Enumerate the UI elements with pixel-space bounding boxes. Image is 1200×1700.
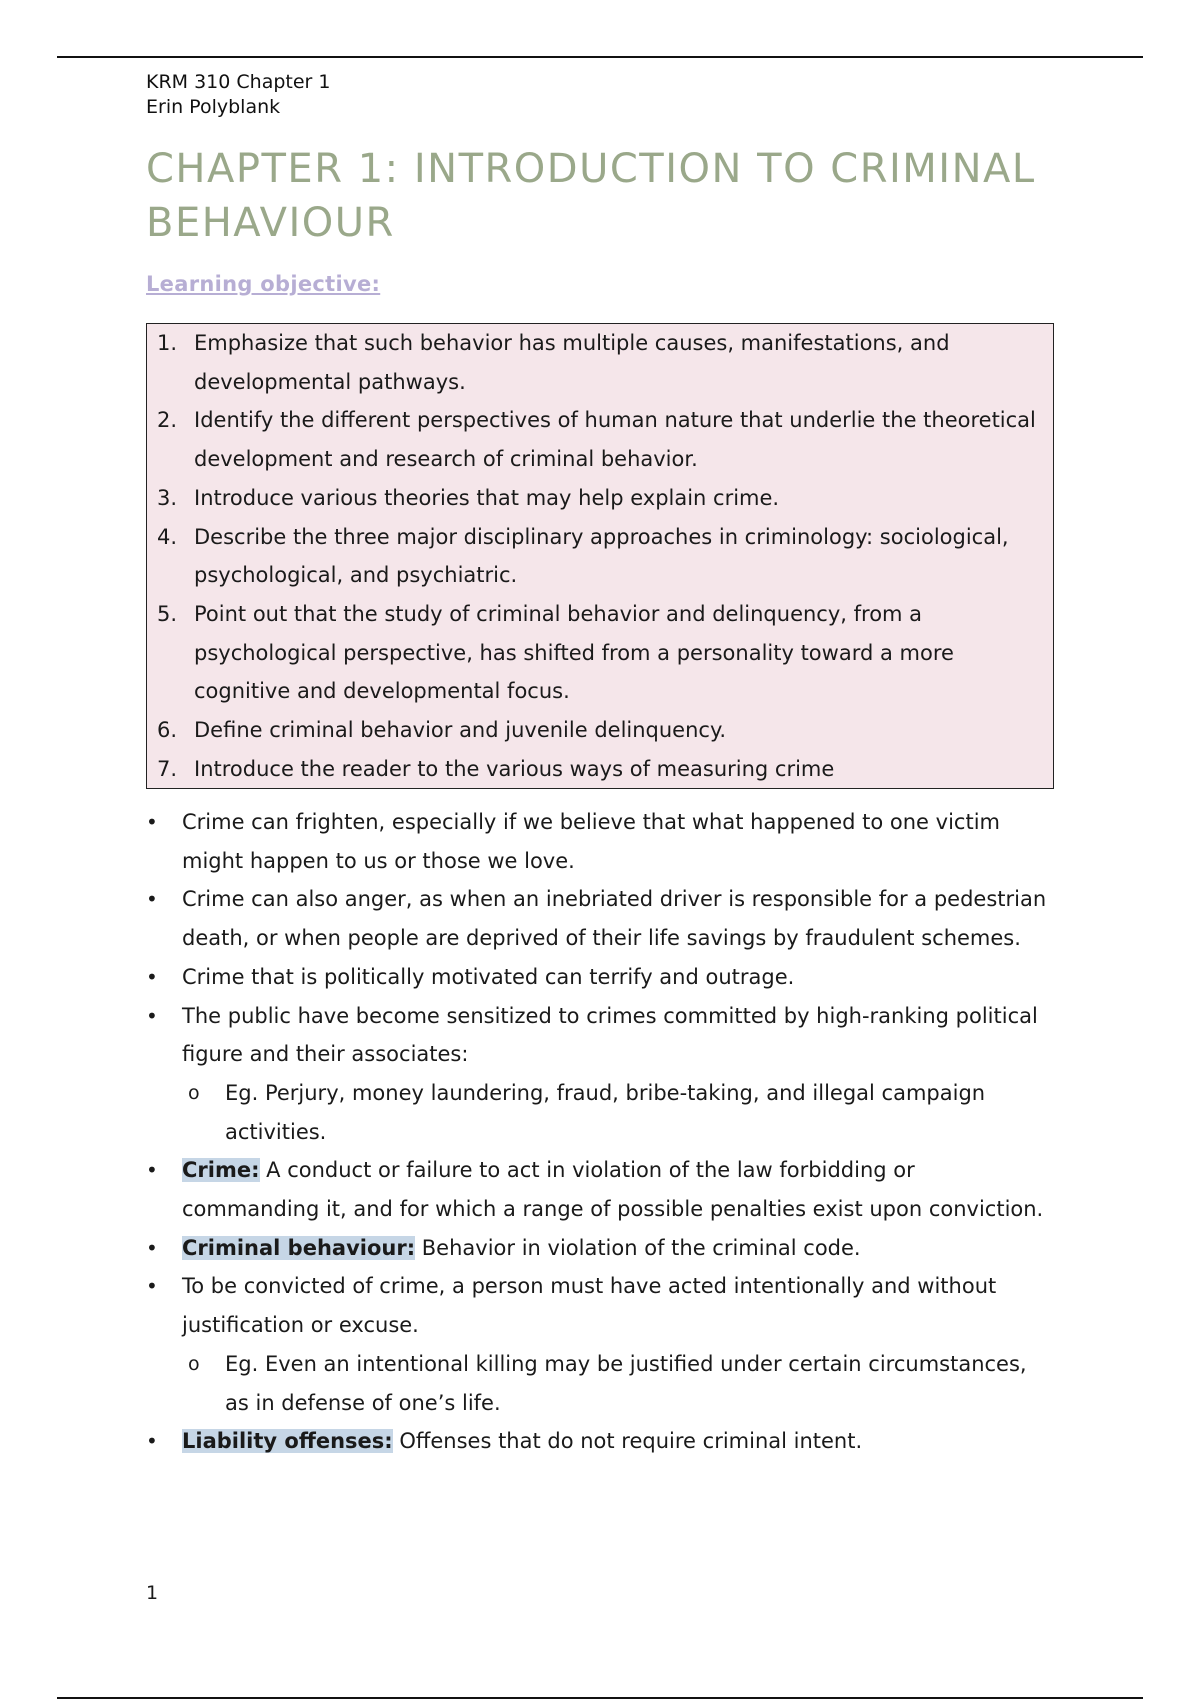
bullet-marker: • bbox=[146, 1235, 158, 1260]
highlighted-term: Criminal behaviour: bbox=[182, 1235, 416, 1260]
definition-text: Offenses that do not require criminal intent. bbox=[392, 1429, 863, 1454]
objectives-list bbox=[147, 324, 1053, 788]
objective-item bbox=[147, 518, 1053, 595]
bullet-marker: • bbox=[146, 1429, 158, 1454]
bullet-item bbox=[146, 803, 1056, 880]
objective-number: 5. bbox=[157, 601, 178, 626]
bullet-item bbox=[146, 1229, 1056, 1268]
learning-objective-label: Learning objective: bbox=[146, 272, 381, 296]
sub-bullet-marker: o bbox=[188, 1081, 200, 1104]
chapter-title: CHAPTER 1: INTRODUCTION TO CRIMINAL BEHAVIOUR bbox=[146, 146, 1036, 246]
page-number: 1 bbox=[146, 1582, 159, 1604]
bullet-text: Crime can also anger, as when an inebriated driver is responsible for a pedestrian death, or when people are deprived of their life savings by fraudulent schemes. bbox=[182, 887, 1047, 951]
objective-text: Define criminal behavior and juvenile delinquency. bbox=[194, 718, 727, 743]
objective-item bbox=[147, 324, 1053, 401]
author-header: Erin Polyblank bbox=[146, 96, 281, 118]
bullet-item bbox=[146, 880, 1056, 957]
highlighted-term: Crime: bbox=[182, 1158, 260, 1183]
objectives-box bbox=[146, 323, 1054, 789]
sub-bullet-item bbox=[146, 1074, 1056, 1151]
sub-bullet-item bbox=[146, 1345, 1056, 1422]
objective-text: Describe the three major disciplinary approaches in criminology: sociological, psychological, and psychiatric. bbox=[194, 524, 1009, 588]
bullet-marker: • bbox=[146, 1003, 158, 1028]
top-rule bbox=[57, 56, 1143, 58]
objective-item bbox=[147, 711, 1053, 750]
bullet-item bbox=[146, 958, 1056, 997]
sub-bullet-marker: o bbox=[188, 1352, 200, 1375]
bullet-marker: • bbox=[146, 1158, 158, 1183]
definition-text: Behavior in violation of the criminal code. bbox=[415, 1235, 861, 1260]
bullet-text: To be convicted of crime, a person must have acted intentionally and without justification or excuse. bbox=[182, 1274, 997, 1338]
bullet-item bbox=[146, 1267, 1056, 1344]
objective-text: Emphasize that such behavior has multiple causes, manifestations, and developmental pathways. bbox=[194, 331, 950, 394]
objective-number: 6. bbox=[157, 718, 178, 743]
objective-text: Point out that the study of criminal behavior and delinquency, from a psychological perspective, has shifted from a personality toward a more cognitive and developmental focus. bbox=[194, 601, 954, 704]
objective-item bbox=[147, 401, 1053, 478]
objective-item bbox=[147, 479, 1053, 518]
bullet-text: The public have become sensitized to crimes committed by high-ranking political figure and their associates: bbox=[182, 1003, 1038, 1067]
bullet-text: Crime that is politically motivated can terrify and outrage. bbox=[182, 964, 795, 989]
sub-bullet-text: Eg. Perjury, money laundering, fraud, bribe-taking, and illegal campaign activities. bbox=[225, 1080, 986, 1144]
bottom-rule bbox=[57, 1697, 1143, 1699]
sub-bullet-text: Eg. Even an intentional killing may be justified under certain circumstances, as in defense of one’s life. bbox=[225, 1351, 1027, 1415]
bullet-marker: • bbox=[146, 887, 158, 912]
bullet-marker: • bbox=[146, 1274, 158, 1299]
objective-item bbox=[147, 750, 1053, 789]
bullet-item bbox=[146, 1151, 1056, 1228]
objective-text: Introduce various theories that may help explain crime. bbox=[194, 485, 780, 510]
highlighted-term: Liability offenses: bbox=[182, 1429, 393, 1454]
definition-text: A conduct or failure to act in violation of the law forbidding or commanding it, and for which a range of possible penalties exist upon conviction. bbox=[182, 1158, 1044, 1222]
objective-number: 7. bbox=[157, 756, 178, 781]
bullet-item bbox=[146, 997, 1056, 1074]
course-header: KRM 310 Chapter 1 bbox=[146, 71, 331, 93]
objective-text: Identify the different perspectives of human nature that underlie the theoretical development and research of criminal behavior. bbox=[194, 408, 1036, 472]
objective-number: 4. bbox=[157, 524, 178, 549]
objective-text: Introduce the reader to the various ways of measuring crime bbox=[194, 756, 835, 781]
bullet-text: Crime can frighten, especially if we believe that what happened to one victim might happen to us or those we love. bbox=[182, 810, 1000, 873]
objective-item bbox=[147, 595, 1053, 711]
bullet-marker: • bbox=[146, 810, 158, 834]
bullet-item bbox=[146, 1422, 1056, 1461]
objective-number: 2. bbox=[157, 408, 178, 433]
objective-number: 3. bbox=[157, 485, 178, 510]
bullet-marker: • bbox=[146, 964, 158, 989]
objective-number: 1. bbox=[157, 331, 178, 355]
notes-bullet-list bbox=[146, 803, 1056, 1461]
